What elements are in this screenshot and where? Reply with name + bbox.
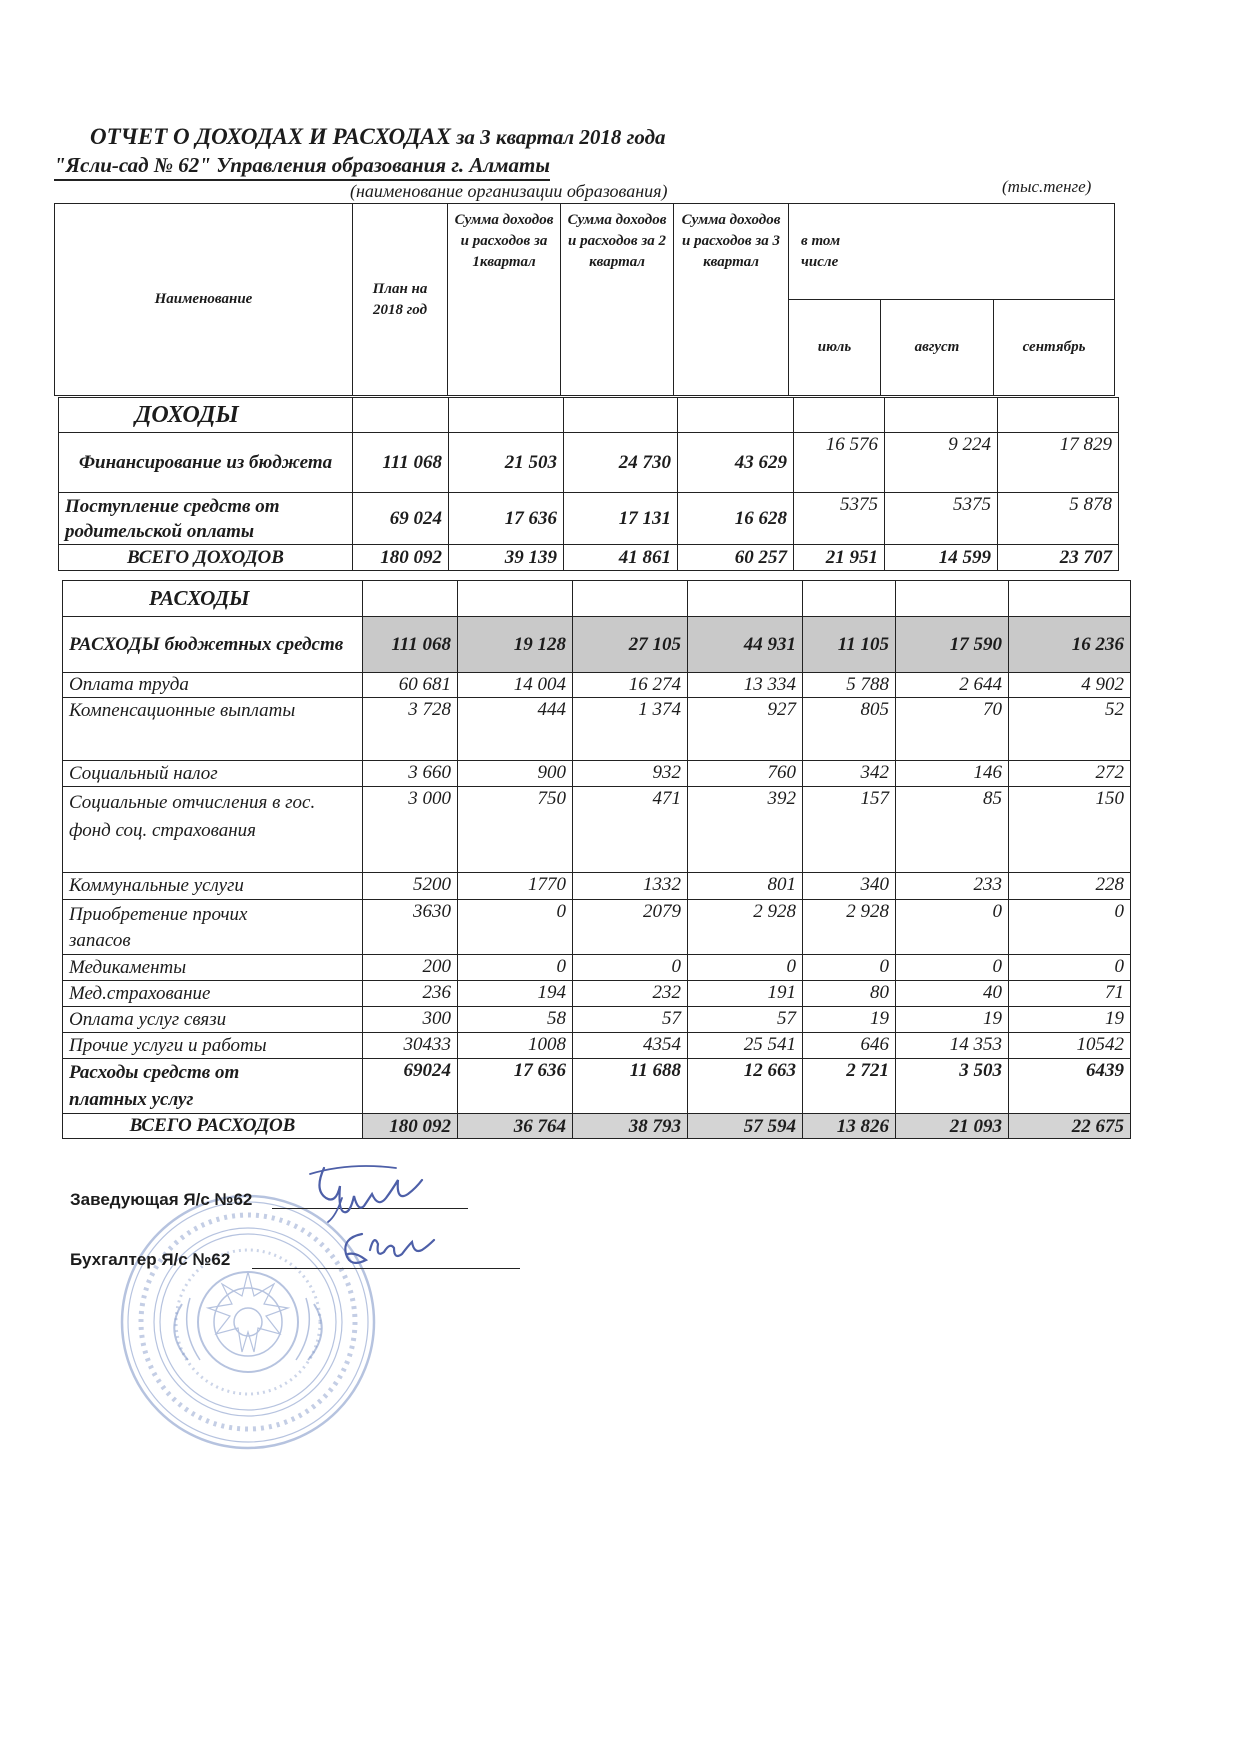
column-header-q3: Сумма доходов и расходов за 3 квартал — [674, 204, 789, 396]
q1-cell: 0 — [458, 955, 573, 981]
september-cell: 71 — [1009, 981, 1131, 1007]
table-row — [59, 433, 1119, 493]
september-cell: 6439 — [1009, 1059, 1131, 1114]
plan-cell: 69024 — [363, 1059, 458, 1114]
income-section-row — [59, 398, 1119, 433]
row-name: Оплата труда — [63, 673, 363, 698]
september-cell: 23 707 — [998, 545, 1119, 571]
row-name: Приобретение прочих запасов — [63, 900, 363, 955]
plan-cell: 3630 — [363, 900, 458, 955]
column-header-august: август — [881, 300, 994, 396]
q2-cell: 17 131 — [564, 493, 678, 545]
q1-cell: 14 004 — [458, 673, 573, 698]
august-cell: 3 503 — [896, 1059, 1009, 1114]
column-header-plan: План на 2018 год — [353, 204, 448, 396]
q2-cell: 0 — [573, 955, 688, 981]
plan-cell: 60 681 — [363, 673, 458, 698]
july-cell: 2 928 — [803, 900, 896, 955]
table-row — [63, 673, 1131, 698]
plan-cell: 3 660 — [363, 761, 458, 787]
q3-cell: 16 628 — [678, 493, 794, 545]
q2-cell: 232 — [573, 981, 688, 1007]
column-header-july: июль — [789, 300, 881, 396]
row-name: ВСЕГО ДОХОДОВ — [59, 545, 353, 571]
paid-services-row — [63, 1059, 1131, 1114]
q2-cell: 2079 — [573, 900, 688, 955]
september-cell: 0 — [1009, 955, 1131, 981]
column-header-including — [789, 204, 1115, 300]
september-cell: 19 — [1009, 1007, 1131, 1033]
report-header-table — [54, 203, 1115, 396]
organization-note: (наименование организации образования) — [350, 181, 668, 201]
head-signature-label: Заведующая Я/с №62 — [70, 1190, 253, 1209]
september-cell: 16 236 — [1009, 617, 1131, 673]
q3-cell: 57 — [688, 1007, 803, 1033]
july-cell: 2 721 — [803, 1059, 896, 1114]
august-cell: 40 — [896, 981, 1009, 1007]
september-cell: 0 — [1009, 900, 1131, 955]
q3-cell: 57 594 — [688, 1114, 803, 1139]
q3-cell: 25 541 — [688, 1033, 803, 1059]
row-name: Медикаменты — [63, 955, 363, 981]
july-cell: 340 — [803, 873, 896, 900]
row-name: Финансирование из бюджета — [59, 433, 353, 493]
q1-cell: 750 — [458, 787, 573, 873]
q1-cell: 36 764 — [458, 1114, 573, 1139]
q3-cell: 2 928 — [688, 900, 803, 955]
q2-cell: 41 861 — [564, 545, 678, 571]
row-name: Расходы средств от платных услуг — [63, 1059, 363, 1114]
row-name: Поступление средств от родительской оплаты — [59, 493, 353, 545]
table-row — [63, 1033, 1131, 1059]
report-title-period: за 3 квартал 2018 года — [450, 125, 666, 149]
q3-cell: 927 — [688, 698, 803, 761]
table-row — [63, 787, 1131, 873]
q1-cell: 58 — [458, 1007, 573, 1033]
row-name: Компенсационные выплаты — [63, 698, 363, 761]
plan-cell: 3 728 — [363, 698, 458, 761]
september-cell: 5 878 — [998, 493, 1119, 545]
july-cell: 646 — [803, 1033, 896, 1059]
column-header-q1: Сумма доходов и расходов за 1квартал — [448, 204, 561, 396]
q1-cell: 1770 — [458, 873, 573, 900]
august-cell: 5375 — [885, 493, 998, 545]
plan-cell: 30433 — [363, 1033, 458, 1059]
september-cell: 52 — [1009, 698, 1131, 761]
q2-cell: 932 — [573, 761, 688, 787]
q2-cell: 1 374 — [573, 698, 688, 761]
july-cell: 11 105 — [803, 617, 896, 673]
q1-cell: 194 — [458, 981, 573, 1007]
plan-cell: 69 024 — [353, 493, 449, 545]
plan-cell: 5200 — [363, 873, 458, 900]
august-cell: 9 224 — [885, 433, 998, 493]
september-cell: 272 — [1009, 761, 1131, 787]
q3-cell: 760 — [688, 761, 803, 787]
row-name: Оплата услуг связи — [63, 1007, 363, 1033]
q2-cell: 38 793 — [573, 1114, 688, 1139]
head-signature — [302, 1158, 452, 1224]
income-total-row — [59, 545, 1119, 571]
july-cell: 19 — [803, 1007, 896, 1033]
plan-cell: 111 068 — [353, 433, 449, 493]
q3-cell: 43 629 — [678, 433, 794, 493]
q3-cell: 60 257 — [678, 545, 794, 571]
table-row — [63, 1007, 1131, 1033]
august-cell: 70 — [896, 698, 1009, 761]
q3-cell: 191 — [688, 981, 803, 1007]
plan-cell: 180 092 — [363, 1114, 458, 1139]
september-cell: 22 675 — [1009, 1114, 1131, 1139]
q3-cell: 801 — [688, 873, 803, 900]
income-table — [58, 397, 1119, 571]
plan-cell: 111 068 — [363, 617, 458, 673]
august-cell: 21 093 — [896, 1114, 1009, 1139]
july-cell: 342 — [803, 761, 896, 787]
q1-cell: 19 128 — [458, 617, 573, 673]
income-section-title: ДОХОДЫ — [59, 398, 353, 433]
q3-cell: 392 — [688, 787, 803, 873]
q2-cell: 16 274 — [573, 673, 688, 698]
q2-cell: 57 — [573, 1007, 688, 1033]
table-row — [63, 955, 1131, 981]
table-row — [63, 981, 1131, 1007]
expenses-total-row — [63, 1114, 1131, 1139]
table-row — [63, 761, 1131, 787]
q1-cell: 0 — [458, 900, 573, 955]
september-cell: 228 — [1009, 873, 1131, 900]
august-cell: 146 — [896, 761, 1009, 787]
august-cell: 17 590 — [896, 617, 1009, 673]
september-cell: 10542 — [1009, 1033, 1131, 1059]
table-row — [63, 873, 1131, 900]
q1-cell: 900 — [458, 761, 573, 787]
q1-cell: 17 636 — [449, 493, 564, 545]
expenses-section-title: РАСХОДЫ — [63, 581, 363, 617]
plan-cell: 200 — [363, 955, 458, 981]
august-cell: 233 — [896, 873, 1009, 900]
row-name: Социальные отчисления в гос. фонд соц. страхования — [63, 787, 363, 873]
july-cell: 805 — [803, 698, 896, 761]
july-cell: 5 788 — [803, 673, 896, 698]
july-cell: 16 576 — [794, 433, 885, 493]
report-title-lead: ОТЧЕТ О ДОХОДАХ И РАСХОДАХ — [90, 124, 451, 149]
row-name: Прочие услуги и работы — [63, 1033, 363, 1059]
q1-cell: 39 139 — [449, 545, 564, 571]
column-header-including-text: в том числе — [801, 232, 841, 270]
q2-cell: 4354 — [573, 1033, 688, 1059]
column-header-q2: Сумма доходов и расходов за 2 квартал — [561, 204, 674, 396]
july-cell: 5375 — [794, 493, 885, 545]
plan-cell: 236 — [363, 981, 458, 1007]
july-cell: 157 — [803, 787, 896, 873]
q3-cell: 13 334 — [688, 673, 803, 698]
july-cell: 0 — [803, 955, 896, 981]
row-name: Коммунальные услуги — [63, 873, 363, 900]
accountant-signature-label: Бухгалтер Я/с №62 — [70, 1250, 231, 1269]
q1-cell: 444 — [458, 698, 573, 761]
q1-cell: 21 503 — [449, 433, 564, 493]
table-row — [59, 493, 1119, 545]
row-name: РАСХОДЫ бюджетных средств — [63, 617, 363, 673]
q2-cell: 27 105 — [573, 617, 688, 673]
row-name: Социальный налог — [63, 761, 363, 787]
plan-cell: 180 092 — [353, 545, 449, 571]
q2-cell: 471 — [573, 787, 688, 873]
august-cell: 19 — [896, 1007, 1009, 1033]
q3-cell: 0 — [688, 955, 803, 981]
august-cell: 0 — [896, 900, 1009, 955]
accountant-signature — [336, 1226, 456, 1276]
plan-cell: 3 000 — [363, 787, 458, 873]
september-cell: 150 — [1009, 787, 1131, 873]
q1-cell: 1008 — [458, 1033, 573, 1059]
august-cell: 85 — [896, 787, 1009, 873]
currency-unit: (тыс.тенге) — [1002, 177, 1092, 196]
september-cell: 4 902 — [1009, 673, 1131, 698]
q2-cell: 11 688 — [573, 1059, 688, 1114]
expenses-table — [62, 580, 1131, 1139]
q3-cell: 12 663 — [688, 1059, 803, 1114]
report-title — [90, 124, 666, 150]
july-cell: 13 826 — [803, 1114, 896, 1139]
q2-cell: 24 730 — [564, 433, 678, 493]
august-cell: 2 644 — [896, 673, 1009, 698]
august-cell: 14 353 — [896, 1033, 1009, 1059]
row-name: ВСЕГО РАСХОДОВ — [63, 1114, 363, 1139]
column-header-name: Наименование — [55, 204, 353, 396]
organization-name: "Ясли-сад № 62" Управления образования г. Алматы — [54, 153, 550, 181]
q3-cell: 44 931 — [688, 617, 803, 673]
column-header-september: сентябрь — [994, 300, 1115, 396]
july-cell: 21 951 — [794, 545, 885, 571]
august-cell: 14 599 — [885, 545, 998, 571]
row-name: Мед.страхование — [63, 981, 363, 1007]
september-cell: 17 829 — [998, 433, 1119, 493]
table-row — [63, 900, 1131, 955]
q2-cell: 1332 — [573, 873, 688, 900]
budget-expenses-row — [63, 617, 1131, 673]
expenses-section-row — [63, 581, 1131, 617]
q1-cell: 17 636 — [458, 1059, 573, 1114]
table-row — [63, 698, 1131, 761]
august-cell: 0 — [896, 955, 1009, 981]
july-cell: 80 — [803, 981, 896, 1007]
plan-cell: 300 — [363, 1007, 458, 1033]
